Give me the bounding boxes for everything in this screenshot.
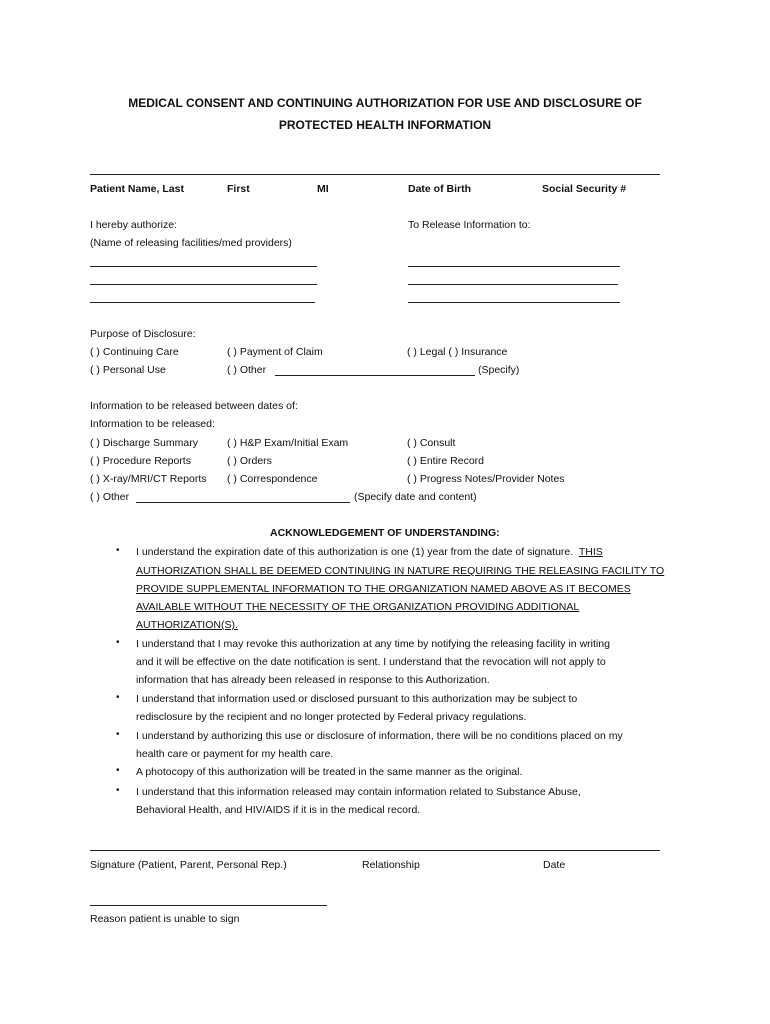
date-of-birth-label: Date of Birth: [408, 183, 471, 195]
patient-mi-label: MI: [317, 183, 329, 195]
release-to-label: To Release Information to:: [408, 219, 531, 231]
correspondence-checkbox[interactable]: ( ) Correspondence: [227, 473, 318, 485]
legal-insurance-checkbox[interactable]: ( ) Legal ( ) Insurance: [407, 346, 508, 358]
personal-use-checkbox[interactable]: ( ) Personal Use: [90, 364, 166, 376]
procedure-reports-checkbox[interactable]: ( ) Procedure Reports: [90, 455, 191, 467]
signature-label: Signature (Patient, Parent, Personal Rep.): [90, 859, 287, 871]
release-to-line-2[interactable]: [408, 284, 618, 285]
ack-bullet-1-line-4: AVAILABLE WITHOUT THE NECESSITY OF THE ORGANIZATION PROVIDING ADDITIONAL: [136, 601, 580, 613]
ack-bullet-5-line-1: A photocopy of this authorization will be treated in the same manner as the original.: [136, 766, 523, 778]
ack-bullet-1-line-5: AUTHORIZATION(S).: [136, 619, 238, 631]
payment-of-claim-checkbox[interactable]: ( ) Payment of Claim: [227, 346, 323, 358]
continuing-care-checkbox[interactable]: ( ) Continuing Care: [90, 346, 179, 358]
ack-bullet-2-line-1: I understand that I may revoke this authorization at any time by notifying the releasing facility in writing: [136, 638, 610, 650]
progress-notes-checkbox[interactable]: ( ) Progress Notes/Provider Notes: [407, 473, 565, 485]
releasing-facility-line-3[interactable]: [90, 302, 315, 303]
ack-bullet-3-line-2: redisclosure by the recipient and no longer protected by Federal privacy regulations.: [136, 711, 527, 723]
patient-first-name-label: First: [227, 183, 250, 195]
ack-bullet-6-line-1: I understand that this information released may contain information related to Substance Abuse,: [136, 786, 581, 798]
ack-bullet-1-line-2: AUTHORIZATION SHALL BE DEEMED CONTINUING IN NATURE REQUIRING THE RELEASING FACILITY TO: [136, 565, 665, 577]
release-to-line-3[interactable]: [408, 302, 620, 303]
authorize-label: I hereby authorize:: [90, 219, 177, 231]
entire-record-checkbox[interactable]: ( ) Entire Record: [407, 455, 485, 467]
purpose-heading: Purpose of Disclosure:: [90, 328, 196, 340]
between-dates-label: Information to be released between dates of:: [90, 400, 298, 412]
bullet-icon: •: [116, 545, 120, 556]
consult-checkbox[interactable]: ( ) Consult: [407, 437, 456, 449]
patient-info-line[interactable]: [90, 174, 660, 175]
reason-label: Reason patient is unable to sign: [90, 913, 240, 925]
bullet-icon: •: [116, 692, 120, 703]
ack-bullet-4-line-1: I understand by authorizing this use or disclosure of information, there will be no conditions placed on my: [136, 730, 623, 742]
info-released-label: Information to be released:: [90, 418, 215, 430]
info-other-line[interactable]: [136, 502, 350, 503]
bullet-icon: •: [116, 729, 120, 740]
authorize-sublabel: (Name of releasing facilities/med providers): [90, 237, 292, 249]
ack-bullet-4-line-2: health care or payment for my health care.: [136, 748, 334, 760]
relationship-label: Relationship: [362, 859, 420, 871]
ack-bullet-1-line-1: I understand the expiration date of this authorization is one (1) year from the date of signature. THIS: [136, 546, 603, 558]
discharge-summary-checkbox[interactable]: ( ) Discharge Summary: [90, 437, 198, 449]
bullet-icon: •: [116, 637, 120, 648]
ack-bullet-2-line-3: information that has already been released in response to this Authorization.: [136, 674, 490, 686]
xray-reports-checkbox[interactable]: ( ) X-ray/MRI/CT Reports: [90, 473, 207, 485]
bullet-icon: •: [116, 785, 120, 796]
form-title-line2: PROTECTED HEALTH INFORMATION: [278, 118, 492, 132]
ack-bullet-3-line-1: I understand that information used or disclosed pursuant to this authorization may be subject to: [136, 693, 578, 705]
ack-bullet-2-line-2: and it will be effective on the date notification is sent. I understand that the revocation will not apply to: [136, 656, 606, 668]
hp-exam-checkbox[interactable]: ( ) H&P Exam/Initial Exam: [227, 437, 349, 449]
reason-line[interactable]: [90, 905, 327, 906]
ack-bullet-1-line-3: PROVIDE SUPPLEMENTAL INFORMATION TO THE ORGANIZATION NAMED ABOVE AS IT BECOMES: [136, 583, 631, 595]
ack-bullet-6-line-2: Behavioral Health, and HIV/AIDS if it is in the medical record.: [136, 804, 421, 816]
release-to-line-1[interactable]: [408, 266, 620, 267]
info-specify-label: (Specify date and content): [354, 491, 477, 503]
form-title-line1: MEDICAL CONSENT AND CONTINUING AUTHORIZATION FOR USE AND DISCLOSURE OF: [128, 96, 642, 110]
purpose-specify-label: (Specify): [478, 364, 520, 376]
ssn-label: Social Security #: [542, 183, 627, 195]
bullet-icon: •: [116, 765, 120, 776]
purpose-other-line[interactable]: [275, 375, 475, 376]
orders-checkbox[interactable]: ( ) Orders: [227, 455, 272, 467]
releasing-facility-line-1[interactable]: [90, 266, 317, 267]
info-other-checkbox[interactable]: ( ) Other: [90, 491, 130, 503]
purpose-other-checkbox[interactable]: ( ) Other: [227, 364, 267, 376]
signature-date-label: Date: [543, 859, 566, 871]
patient-last-name-label: Patient Name, Last: [90, 183, 184, 195]
ack-heading: ACKNOWLEDGEMENT OF UNDERSTANDING:: [270, 527, 500, 539]
releasing-facility-line-2[interactable]: [90, 284, 317, 285]
signature-line[interactable]: [90, 850, 660, 851]
